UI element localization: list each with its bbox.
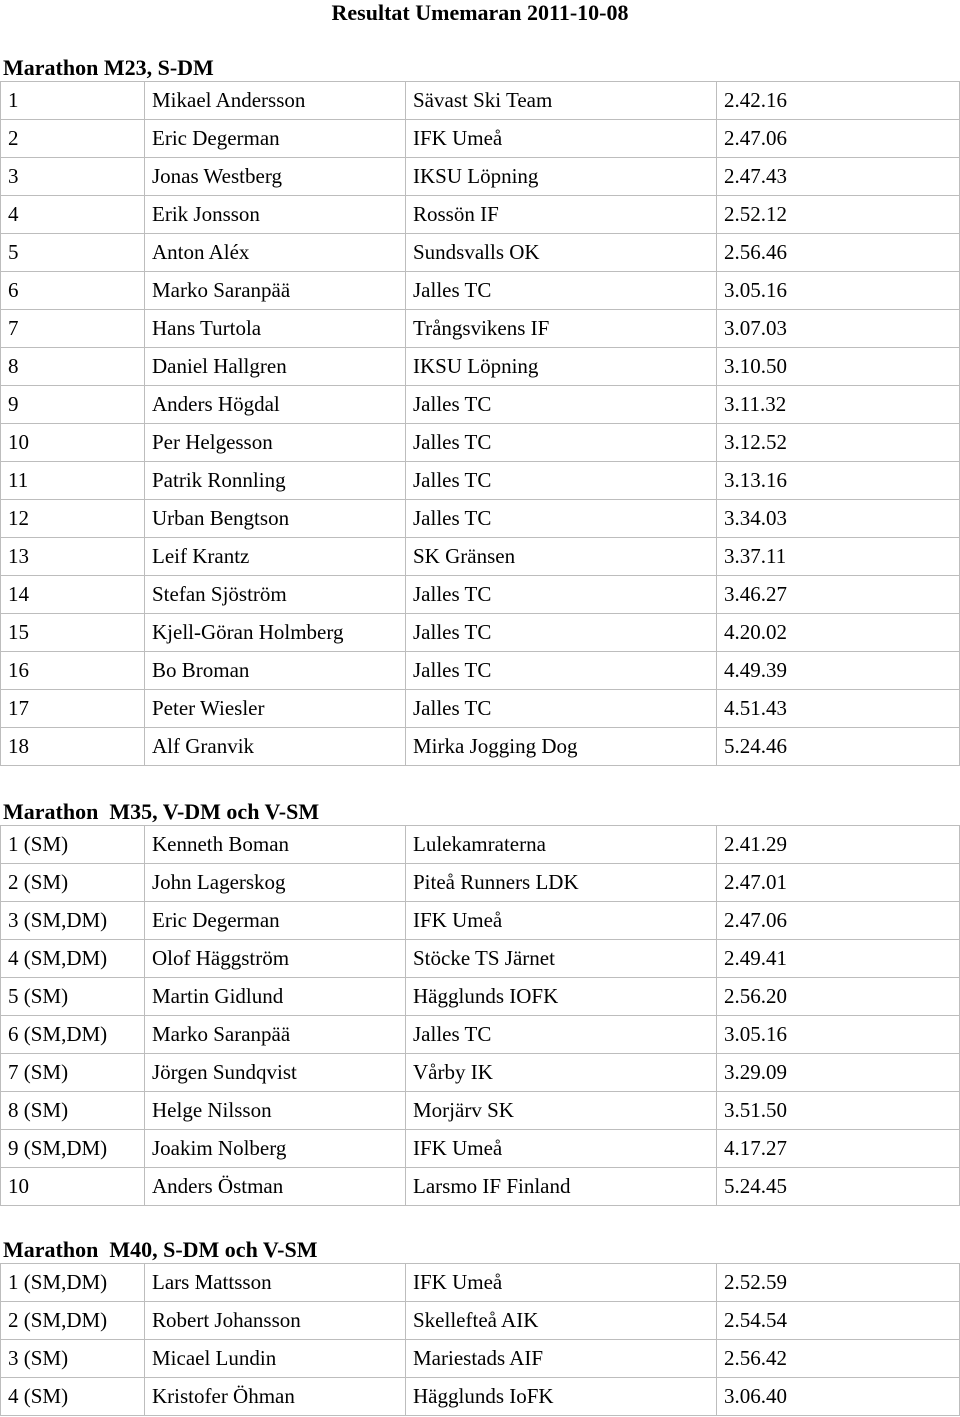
cell-club: Jalles TC [406, 272, 717, 310]
cell-name: Joakim Nolberg [145, 1130, 406, 1168]
cell-name: Marko Saranpää [145, 272, 406, 310]
cell-name: Marko Saranpää [145, 1016, 406, 1054]
cell-name: Lars Mattsson [145, 1264, 406, 1302]
cell-name: Anders Högdal [145, 386, 406, 424]
cell-name: Hans Turtola [145, 310, 406, 348]
cell-club: IFK Umeå [406, 120, 717, 158]
cell-time: 2.56.46 [717, 234, 960, 272]
cell-club: SK Gränsen [406, 538, 717, 576]
results-table [0, 1263, 960, 1416]
cell-place: 13 [1, 538, 145, 576]
cell-name: Mikael Andersson [145, 82, 406, 120]
cell-time: 3.51.50 [717, 1092, 960, 1130]
cell-time: 3.05.16 [717, 272, 960, 310]
cell-time: 5.24.45 [717, 1168, 960, 1206]
cell-time: 2.47.06 [717, 902, 960, 940]
cell-place: 12 [1, 500, 145, 538]
cell-time: 2.47.01 [717, 864, 960, 902]
cell-time: 4.20.02 [717, 614, 960, 652]
cell-time: 2.56.42 [717, 1340, 960, 1378]
cell-time: 3.29.09 [717, 1054, 960, 1092]
cell-name: Robert Johansson [145, 1302, 406, 1340]
cell-place: 2 (SM,DM) [1, 1302, 145, 1340]
cell-time: 2.47.06 [717, 120, 960, 158]
cell-place: 4 (SM,DM) [1, 940, 145, 978]
cell-name: Kjell-Göran Holmberg [145, 614, 406, 652]
cell-time: 2.52.12 [717, 196, 960, 234]
table-row [1, 82, 960, 120]
cell-place: 11 [1, 462, 145, 500]
cell-time: 2.42.16 [717, 82, 960, 120]
cell-club: Rossön IF [406, 196, 717, 234]
cell-club: IKSU Löpning [406, 348, 717, 386]
cell-place: 1 (SM) [1, 826, 145, 864]
cell-time: 2.54.54 [717, 1302, 960, 1340]
cell-place: 14 [1, 576, 145, 614]
cell-name: Peter Wiesler [145, 690, 406, 728]
cell-time: 3.37.11 [717, 538, 960, 576]
table-row [1, 690, 960, 728]
table-row [1, 864, 960, 902]
table-row [1, 826, 960, 864]
cell-place: 2 (SM) [1, 864, 145, 902]
section-title: Marathon M35, V-DM och V-SM [3, 799, 320, 824]
table-row [1, 1092, 960, 1130]
cell-club: Jalles TC [406, 614, 717, 652]
cell-name: Jörgen Sundqvist [145, 1054, 406, 1092]
cell-name: Erik Jonsson [145, 196, 406, 234]
cell-name: Jonas Westberg [145, 158, 406, 196]
cell-place: 4 (SM) [1, 1378, 145, 1416]
cell-club: Vårby IK [406, 1054, 717, 1092]
cell-place: 16 [1, 652, 145, 690]
cell-time: 5.24.46 [717, 728, 960, 766]
cell-club: Jalles TC [406, 386, 717, 424]
cell-club: Lulekamraterna [406, 826, 717, 864]
cell-club: Trångsvikens IF [406, 310, 717, 348]
cell-place: 18 [1, 728, 145, 766]
cell-place: 1 [1, 82, 145, 120]
cell-time: 4.51.43 [717, 690, 960, 728]
cell-name: Eric Degerman [145, 120, 406, 158]
cell-club: Sundsvalls OK [406, 234, 717, 272]
cell-name: Stefan Sjöström [145, 576, 406, 614]
cell-time: 3.05.16 [717, 1016, 960, 1054]
results-table [0, 825, 960, 1206]
cell-name: Kenneth Boman [145, 826, 406, 864]
table-row [1, 196, 960, 234]
cell-club: Sävast Ski Team [406, 82, 717, 120]
cell-name: Anders Östman [145, 1168, 406, 1206]
cell-place: 3 (SM) [1, 1340, 145, 1378]
cell-club: IFK Umeå [406, 1264, 717, 1302]
cell-name: Per Helgesson [145, 424, 406, 462]
cell-club: Skellefteå AIK [406, 1302, 717, 1340]
cell-time: 3.46.27 [717, 576, 960, 614]
cell-time: 3.07.03 [717, 310, 960, 348]
table-row [1, 1130, 960, 1168]
cell-club: Jalles TC [406, 690, 717, 728]
cell-time: 4.49.39 [717, 652, 960, 690]
cell-time: 3.12.52 [717, 424, 960, 462]
cell-name: Patrik Ronnling [145, 462, 406, 500]
cell-place: 2 [1, 120, 145, 158]
cell-place: 1 (SM,DM) [1, 1264, 145, 1302]
table-row [1, 234, 960, 272]
cell-name: John Lagerskog [145, 864, 406, 902]
page-title: Resultat Umemaran 2011-10-08 [331, 0, 629, 25]
cell-club: Morjärv SK [406, 1092, 717, 1130]
cell-name: Martin Gidlund [145, 978, 406, 1016]
cell-club: Stöcke TS Järnet [406, 940, 717, 978]
cell-place: 7 [1, 310, 145, 348]
cell-club: Jalles TC [406, 500, 717, 538]
table-row [1, 1264, 960, 1302]
cell-club: IKSU Löpning [406, 158, 717, 196]
cell-place: 7 (SM) [1, 1054, 145, 1092]
cell-place: 3 [1, 158, 145, 196]
cell-place: 17 [1, 690, 145, 728]
cell-place: 5 [1, 234, 145, 272]
table-row [1, 538, 960, 576]
cell-club: Jalles TC [406, 652, 717, 690]
cell-time: 3.11.32 [717, 386, 960, 424]
table-row [1, 1302, 960, 1340]
table-row [1, 500, 960, 538]
table-row [1, 728, 960, 766]
table-row [1, 1054, 960, 1092]
cell-name: Helge Nilsson [145, 1092, 406, 1130]
cell-place: 10 [1, 1168, 145, 1206]
cell-name: Kristofer Öhman [145, 1378, 406, 1416]
cell-place: 6 [1, 272, 145, 310]
cell-time: 2.49.41 [717, 940, 960, 978]
cell-place: 8 [1, 348, 145, 386]
cell-place: 6 (SM,DM) [1, 1016, 145, 1054]
cell-club: IFK Umeå [406, 902, 717, 940]
table-row [1, 978, 960, 1016]
cell-club: Mariestads AIF [406, 1340, 717, 1378]
cell-place: 8 (SM) [1, 1092, 145, 1130]
table-row [1, 1340, 960, 1378]
cell-club: Jalles TC [406, 1016, 717, 1054]
cell-time: 2.41.29 [717, 826, 960, 864]
cell-place: 9 [1, 386, 145, 424]
cell-name: Eric Degerman [145, 902, 406, 940]
cell-time: 2.56.20 [717, 978, 960, 1016]
cell-club: Jalles TC [406, 424, 717, 462]
table-row [1, 348, 960, 386]
cell-name: Olof Häggström [145, 940, 406, 978]
cell-name: Anton Aléx [145, 234, 406, 272]
cell-place: 3 (SM,DM) [1, 902, 145, 940]
cell-name: Alf Granvik [145, 728, 406, 766]
cell-name: Daniel Hallgren [145, 348, 406, 386]
results-table [0, 81, 960, 766]
table-row [1, 424, 960, 462]
cell-club: Piteå Runners LDK [406, 864, 717, 902]
cell-name: Leif Krantz [145, 538, 406, 576]
cell-club: Jalles TC [406, 576, 717, 614]
cell-time: 3.34.03 [717, 500, 960, 538]
table-row [1, 386, 960, 424]
table-row [1, 1016, 960, 1054]
table-row [1, 1378, 960, 1416]
cell-name: Urban Bengtson [145, 500, 406, 538]
table-row [1, 310, 960, 348]
cell-time: 3.13.16 [717, 462, 960, 500]
table-row [1, 120, 960, 158]
table-row [1, 272, 960, 310]
table-row [1, 940, 960, 978]
cell-place: 10 [1, 424, 145, 462]
table-row [1, 614, 960, 652]
section-title: Marathon M40, S-DM och V-SM [3, 1237, 318, 1262]
cell-place: 4 [1, 196, 145, 234]
table-row [1, 652, 960, 690]
cell-club: Hägglunds IOFK [406, 978, 717, 1016]
table-row [1, 1168, 960, 1206]
cell-time: 2.47.43 [717, 158, 960, 196]
cell-club: Jalles TC [406, 462, 717, 500]
cell-club: IFK Umeå [406, 1130, 717, 1168]
cell-time: 4.17.27 [717, 1130, 960, 1168]
cell-time: 3.06.40 [717, 1378, 960, 1416]
table-row [1, 902, 960, 940]
cell-name: Micael Lundin [145, 1340, 406, 1378]
table-row [1, 462, 960, 500]
cell-time: 3.10.50 [717, 348, 960, 386]
cell-place: 9 (SM,DM) [1, 1130, 145, 1168]
table-row [1, 576, 960, 614]
cell-club: Hägglunds IoFK [406, 1378, 717, 1416]
cell-place: 5 (SM) [1, 978, 145, 1016]
section-title: Marathon M23, S-DM [3, 55, 214, 80]
cell-place: 15 [1, 614, 145, 652]
cell-club: Larsmo IF Finland [406, 1168, 717, 1206]
table-row [1, 158, 960, 196]
cell-time: 2.52.59 [717, 1264, 960, 1302]
cell-name: Bo Broman [145, 652, 406, 690]
cell-club: Mirka Jogging Dog [406, 728, 717, 766]
